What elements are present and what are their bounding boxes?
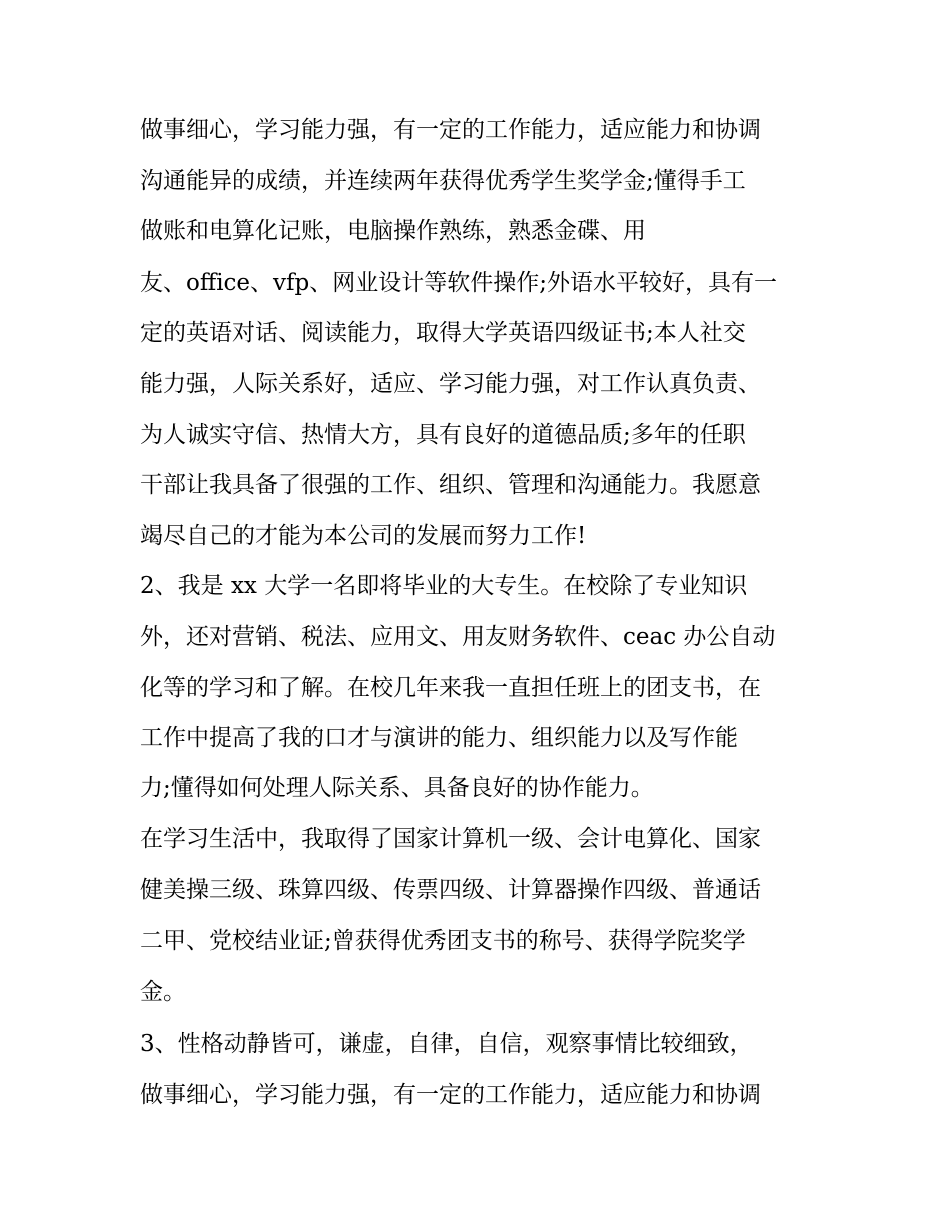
- text-line: 友、office、vfp、网业设计等软件操作;外语水平较好，具有一: [140, 270, 778, 296]
- text-line: 做事细心，学习能力强，有一定的工作能力，适应能力和协调: [140, 1082, 761, 1108]
- text-line: 能力强，人际关系好，适应、学习能力强，对工作认真负责、: [140, 371, 761, 397]
- text-line: 2、我是 xx 大学一名即将毕业的大专生。在校除了专业知识: [140, 573, 748, 599]
- text-line: 沟通能异的成绩，并连续两年获得优秀学生奖学金;懂得手工: [140, 168, 746, 194]
- text-line: 在学习生活中，我取得了国家计算机一级、会计电算化、国家: [140, 826, 761, 852]
- text-line: 3、性格动静皆可，谦虚，自律，自信，观察事情比较细致，: [140, 1031, 753, 1057]
- text-line: 做账和电算化记账，电脑操作熟练，熟悉金碟、用: [140, 218, 646, 244]
- text-line: 力;懂得如何处理人际关系、具备良好的协作能力。: [140, 775, 654, 801]
- text-line: 金。: [140, 979, 186, 1005]
- text-line: 二甲、党校结业证;曾获得优秀团支书的称号、获得学院奖学: [140, 928, 746, 954]
- text-line: 外，还对营销、税法、应用文、用友财务软件、ceac 办公自动: [140, 624, 776, 650]
- text-line: 为人诚实守信、热情大方，具有良好的道德品质;多年的任职: [140, 422, 746, 448]
- text-line: 干部让我具备了很强的工作、组织、管理和沟通能力。我愿意: [140, 472, 761, 498]
- text-line: 定的英语对话、阅读能力，取得大学英语四级证书;本人社交: [140, 320, 746, 346]
- text-line: 工作中提高了我的口才与演讲的能力、组织能力以及写作能: [140, 725, 738, 751]
- text-line: 健美操三级、珠算四级、传票四级、计算器操作四级、普通话: [140, 877, 761, 903]
- text-line: 竭尽自己的才能为本公司的发展而努力工作!: [140, 523, 587, 549]
- text-line: 做事细心，学习能力强，有一定的工作能力，适应能力和协调: [140, 117, 761, 143]
- text-line: 化等的学习和了解。在校几年来我一直担任班上的团支书，在: [140, 675, 761, 701]
